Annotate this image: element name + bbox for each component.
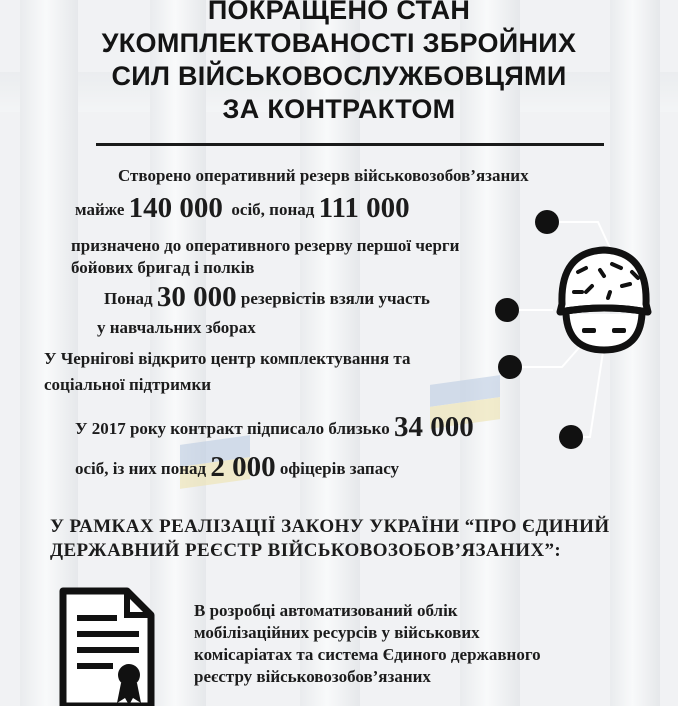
contract-post-text: офіцерів запасу bbox=[275, 459, 400, 478]
chernihiv-line-1: У Чернігові відкрито центр комплектування та bbox=[44, 349, 411, 368]
dot-icon bbox=[498, 355, 522, 379]
reserve-mid-text: осіб, понад bbox=[222, 200, 319, 219]
development-line-1: В розробці автоматизований облік bbox=[194, 601, 458, 620]
title-line-2: УКОМПЛЕКТОВАНОСТІ ЗБРОЙНИХ bbox=[101, 28, 577, 58]
contract-line-2 bbox=[75, 451, 400, 483]
contract-pre-text: У 2017 року контракт підписало близько bbox=[75, 419, 394, 438]
law-line-2: ДЕРЖАВНИЙ РЕЄСТР ВІЙСЬКОВОЗОБОВ’ЯЗАНИХ”: bbox=[50, 540, 562, 561]
reservists-post-text: резервістів взяли участь bbox=[236, 289, 430, 308]
reserve-pre-text: майже bbox=[75, 200, 129, 219]
title-line-1: ПОКРАЩЕНО СТАН bbox=[207, 0, 471, 25]
first-line-reserve-number: 111 000 bbox=[318, 192, 410, 224]
contract-line-1 bbox=[75, 411, 474, 443]
chernihiv-line-2: соціальної підтримки bbox=[44, 375, 212, 394]
reserve-line-2 bbox=[75, 192, 410, 224]
certificate-document-icon bbox=[57, 585, 157, 706]
contract-number: 34 000 bbox=[393, 411, 474, 443]
title-divider bbox=[96, 143, 604, 146]
law-line-1: У РАМКАХ РЕАЛІЗАЦІЇ ЗАКОНУ УКРАЇНИ “ПРО ЄДИНИЙ bbox=[50, 516, 610, 537]
development-line-4: реєстру військовозобов’язаних bbox=[194, 667, 431, 686]
development-line-3: комісаріатах та система Єдиного державного bbox=[194, 645, 541, 664]
contract-pre2-text: осіб, із них понад bbox=[75, 459, 211, 478]
law-heading bbox=[50, 515, 610, 563]
development-line-2: мобілізаційних ресурсів у військових bbox=[194, 623, 480, 642]
officers-number: 2 000 bbox=[210, 451, 276, 483]
reserve-line-3: призначено до оперативного резерву першої черги bbox=[71, 236, 460, 255]
dot-icon bbox=[495, 298, 519, 322]
dot-icon bbox=[559, 425, 583, 449]
reserve-line-1: Створено оперативний резерв військовозобов’язаних bbox=[118, 166, 529, 185]
helmet-icon bbox=[552, 242, 656, 354]
title-line-4: ЗА КОНТРАКТОМ bbox=[222, 94, 456, 124]
development-text bbox=[194, 600, 541, 688]
reservists-line-2: у навчальних зборах bbox=[97, 318, 256, 337]
reservists-line-1 bbox=[104, 281, 430, 313]
reserve-line-4: бойових бригад і полків bbox=[71, 258, 255, 277]
dot-icon bbox=[535, 210, 559, 234]
reservists-number: 30 000 bbox=[156, 281, 237, 313]
reservists-pre-text: Понад bbox=[104, 289, 157, 308]
reserve-number: 140 000 bbox=[128, 192, 223, 224]
page-title bbox=[0, 0, 678, 126]
title-line-3: СИЛ ВІЙСЬКОВОСЛУЖБОВЦЯМИ bbox=[111, 61, 567, 91]
